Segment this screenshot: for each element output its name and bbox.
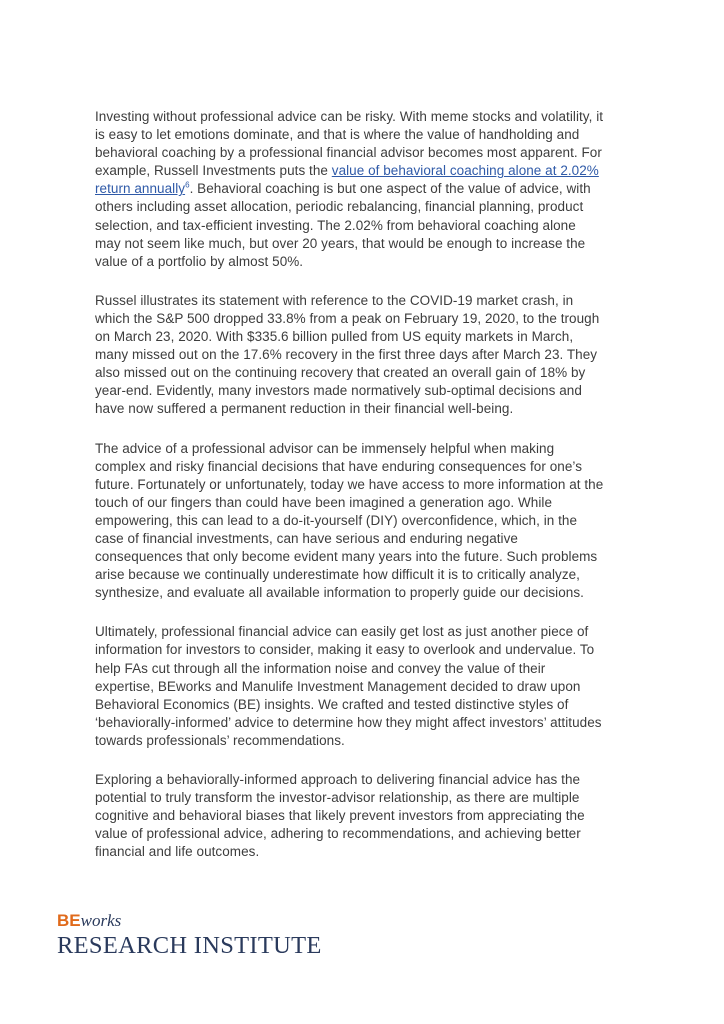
behavioral-coaching-link[interactable]: value of behavioral coaching alone at 2.02% return annually: [95, 163, 599, 197]
paragraph-5: Exploring a behaviorally-informed approach to delivering financial advice has the potential to truly transform the investor-advisor relationship, as there are multiple cognitive and behavioral biases that likely prevent investors from appreciating the value of professional advice, adhering to recommendations, and achieving better financial and life outcomes.: [95, 772, 585, 860]
article-body: [95, 108, 605, 882]
footnote-marker[interactable]: 6: [185, 180, 190, 190]
beworks-wordmark: [57, 910, 297, 930]
paragraph-4: Ultimately, professional financial advice can easily get lost as just another piece of information for investors to consider, making it easy to overlook and undervalue. To help FAs cut through all the information noise and convey the value of their expertise, BEworks and Manulife Investment Management decided to draw upon Behavioral Economics (BE) insights. We crafted and tested distinctive styles of ‘behaviorally-informed’ advice to determine how they might affect investors’ attitudes towards professionals’ recommendations.: [95, 624, 602, 748]
paragraph-1: [95, 108, 605, 271]
beworks-research-institute-logo: [57, 910, 322, 966]
logo-subtitle: RESEARCH INSTITUTE: [57, 932, 322, 959]
logo-works-text: works: [80, 911, 122, 930]
paragraph-3: The advice of a professional advisor can be immensely helpful when making complex and risky financial decisions that have enduring consequences for one’s future. Fortunately or unfortunately, today we have access to more information at the touch of our fingers than could have been imagined a generation ago. While empowering, this can lead to a do-it-yourself (DIY) overconfidence, which, in the case of financial investments, can have serious and enduring negative consequences that only become evident many years into the future. Such problems arise because we continually underestimate how difficult it is to critically analyze, synthesize, and evaluate all available information to properly guide our decisions.: [95, 440, 604, 601]
paragraph-1-text-after-link: . Behavioral coaching is but one aspect of the value of advice, with others including asset allocation, periodic rebalancing, financial planning, product selection, and tax-efficient investing. The 2.02% from behavioral coaching alone may not seem like much, but over 20 years, that would be enough to increase the value of a portfolio by almost 50%.: [95, 181, 591, 269]
paragraph-2: Russel illustrates its statement with reference to the COVID-19 market crash, in which the S&P 500 dropped 33.8% from a peak on February 19, 2020, to the trough on March 23, 2020. With $335.6 billion pulled from US equity markets in March, many missed out on the 17.6% recovery in the first three days after March 23. They also missed out on the continuing recovery that created an overall gain of 18% by year-end. Evidently, many investors made normatively sub-optimal decisions and have now suffered a permanent reduction in their financial well-being.: [95, 292, 600, 417]
paragraph-1-text-before-link: Investing without professional advice can be risky. With meme stocks and volatility, it is easy to let emotions dominate, and that is where the value of handholding and behavioral coaching by a professional financial advisor becomes most apparent. For example, Russell Investments puts the: [95, 109, 604, 179]
logo-be-text: BE: [57, 911, 81, 930]
